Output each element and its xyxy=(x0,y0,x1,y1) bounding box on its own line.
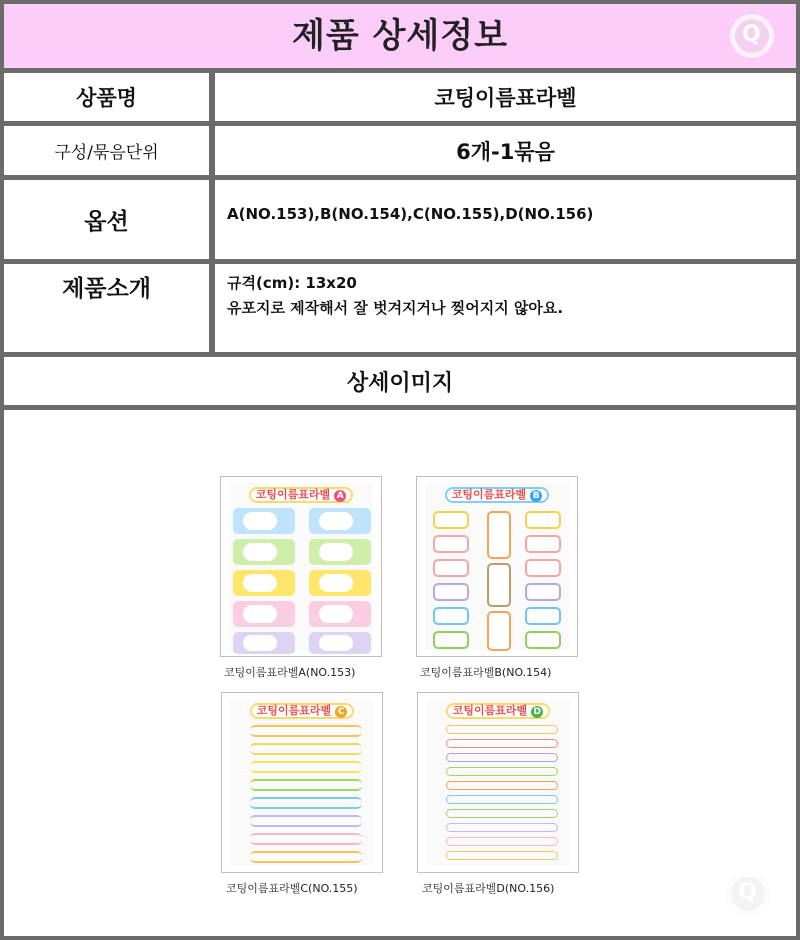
intro-value xyxy=(215,264,796,352)
sheet-b-banner xyxy=(445,487,549,503)
page-title: 제품 상세정보 xyxy=(292,16,508,56)
sheet-a-banner-text: 코팅이름표라벨 xyxy=(255,488,331,501)
label-b1 xyxy=(433,511,469,529)
label-d-row1 xyxy=(446,725,558,734)
label-sheet-c-preview xyxy=(230,699,374,866)
sheet-c-banner xyxy=(250,703,354,719)
caption-b: 코팅이름표라벨B(NO.154) xyxy=(420,666,552,679)
intro-line-1: 규격(cm): 13x20 xyxy=(227,274,357,292)
label-a4 xyxy=(309,539,371,565)
label-sheet-b-preview xyxy=(425,483,569,650)
label-a7 xyxy=(233,601,295,627)
label-d-row5 xyxy=(446,781,558,790)
label-b10 xyxy=(525,583,561,601)
label-b14 xyxy=(433,631,469,649)
label-b5 xyxy=(525,535,561,553)
product-name-value xyxy=(215,73,796,121)
label-d-row2 xyxy=(446,739,558,748)
detail-header-text: 상세이미지 xyxy=(346,370,454,396)
label-d-row3 xyxy=(446,753,558,762)
label-sheet-image-d xyxy=(417,692,579,873)
label-c-row3 xyxy=(250,761,362,773)
intro-label xyxy=(4,264,209,352)
q-watermark-icon: Q xyxy=(726,872,770,916)
label-d-row4 xyxy=(446,767,558,776)
detail-image-area xyxy=(4,410,796,936)
label-b11 xyxy=(433,607,469,625)
label-sheet-image-c xyxy=(221,692,383,873)
composition-value xyxy=(215,126,796,175)
label-c-row5 xyxy=(250,797,362,809)
sheet-c-banner-text: 코팅이름표라벨 xyxy=(256,704,332,717)
label-b4 xyxy=(433,535,469,553)
sheet-b-banner-text: 코팅이름표라벨 xyxy=(451,488,527,501)
label-d-row10 xyxy=(446,851,558,860)
label-c-row4 xyxy=(250,779,362,791)
sheet-d-banner-text: 코팅이름표라벨 xyxy=(452,704,528,717)
label-d-row6 xyxy=(446,795,558,804)
composition-label xyxy=(4,126,209,175)
label-c-row7 xyxy=(250,833,362,845)
sheet-d-banner xyxy=(446,703,550,719)
options-value xyxy=(215,180,796,259)
label-d-row8 xyxy=(446,823,558,832)
label-c-row6 xyxy=(250,815,362,827)
sheet-a-banner xyxy=(249,487,353,503)
options-label xyxy=(4,180,209,259)
label-b7 xyxy=(487,563,511,607)
sheet-a-letter: A xyxy=(334,490,346,502)
product-name-value-text: 코팅이름표라벨 xyxy=(434,86,577,110)
label-d-row7 xyxy=(446,809,558,818)
label-a5 xyxy=(233,570,295,596)
sheet-b-letter: B xyxy=(530,490,542,502)
intro-line-2: 유포지로 제작해서 잘 벗겨지거나 찢어지지 않아요. xyxy=(227,299,564,317)
intro-label-text: 제품소개 xyxy=(62,276,151,302)
composition-value-text: 6개-1묶음 xyxy=(456,139,555,164)
label-b13 xyxy=(525,607,561,625)
label-a10 xyxy=(309,632,371,654)
label-sheet-image-b xyxy=(416,476,578,657)
label-c-row1 xyxy=(250,725,362,737)
options-label-text: 옵션 xyxy=(84,209,129,235)
label-c-row8 xyxy=(250,851,362,863)
label-b2 xyxy=(487,511,511,559)
detail-header xyxy=(4,357,796,405)
caption-c: 코팅이름표라벨C(NO.155) xyxy=(226,882,358,895)
label-a6 xyxy=(309,570,371,596)
label-b15 xyxy=(525,631,561,649)
composition-label-text: 구성/묶음단위 xyxy=(54,143,159,163)
label-sheet-d-preview xyxy=(426,699,570,866)
q-watermark-icon: Q xyxy=(730,14,774,58)
title-bar xyxy=(4,4,796,68)
label-a2 xyxy=(309,508,371,534)
label-sheet-a-preview xyxy=(229,483,373,650)
caption-a: 코팅이름표라벨A(NO.153) xyxy=(224,666,356,679)
product-name-label-text: 상품명 xyxy=(76,86,137,110)
label-b8 xyxy=(525,559,561,577)
label-b12 xyxy=(487,611,511,651)
label-c-row2 xyxy=(250,743,362,755)
label-a3 xyxy=(233,539,295,565)
options-value-text: A(NO.153),B(NO.154),C(NO.155),D(NO.156) xyxy=(227,205,594,223)
label-sheet-image-a xyxy=(220,476,382,657)
label-b3 xyxy=(525,511,561,529)
caption-d: 코팅이름표라벨D(NO.156) xyxy=(422,882,555,895)
sheet-c-letter: C xyxy=(335,706,347,718)
label-b9 xyxy=(433,583,469,601)
label-d-row9 xyxy=(446,837,558,846)
product-name-label xyxy=(4,73,209,121)
label-a9 xyxy=(233,632,295,654)
label-a8 xyxy=(309,601,371,627)
label-b6 xyxy=(433,559,469,577)
sheet-d-letter: D xyxy=(531,706,543,718)
label-a1 xyxy=(233,508,295,534)
